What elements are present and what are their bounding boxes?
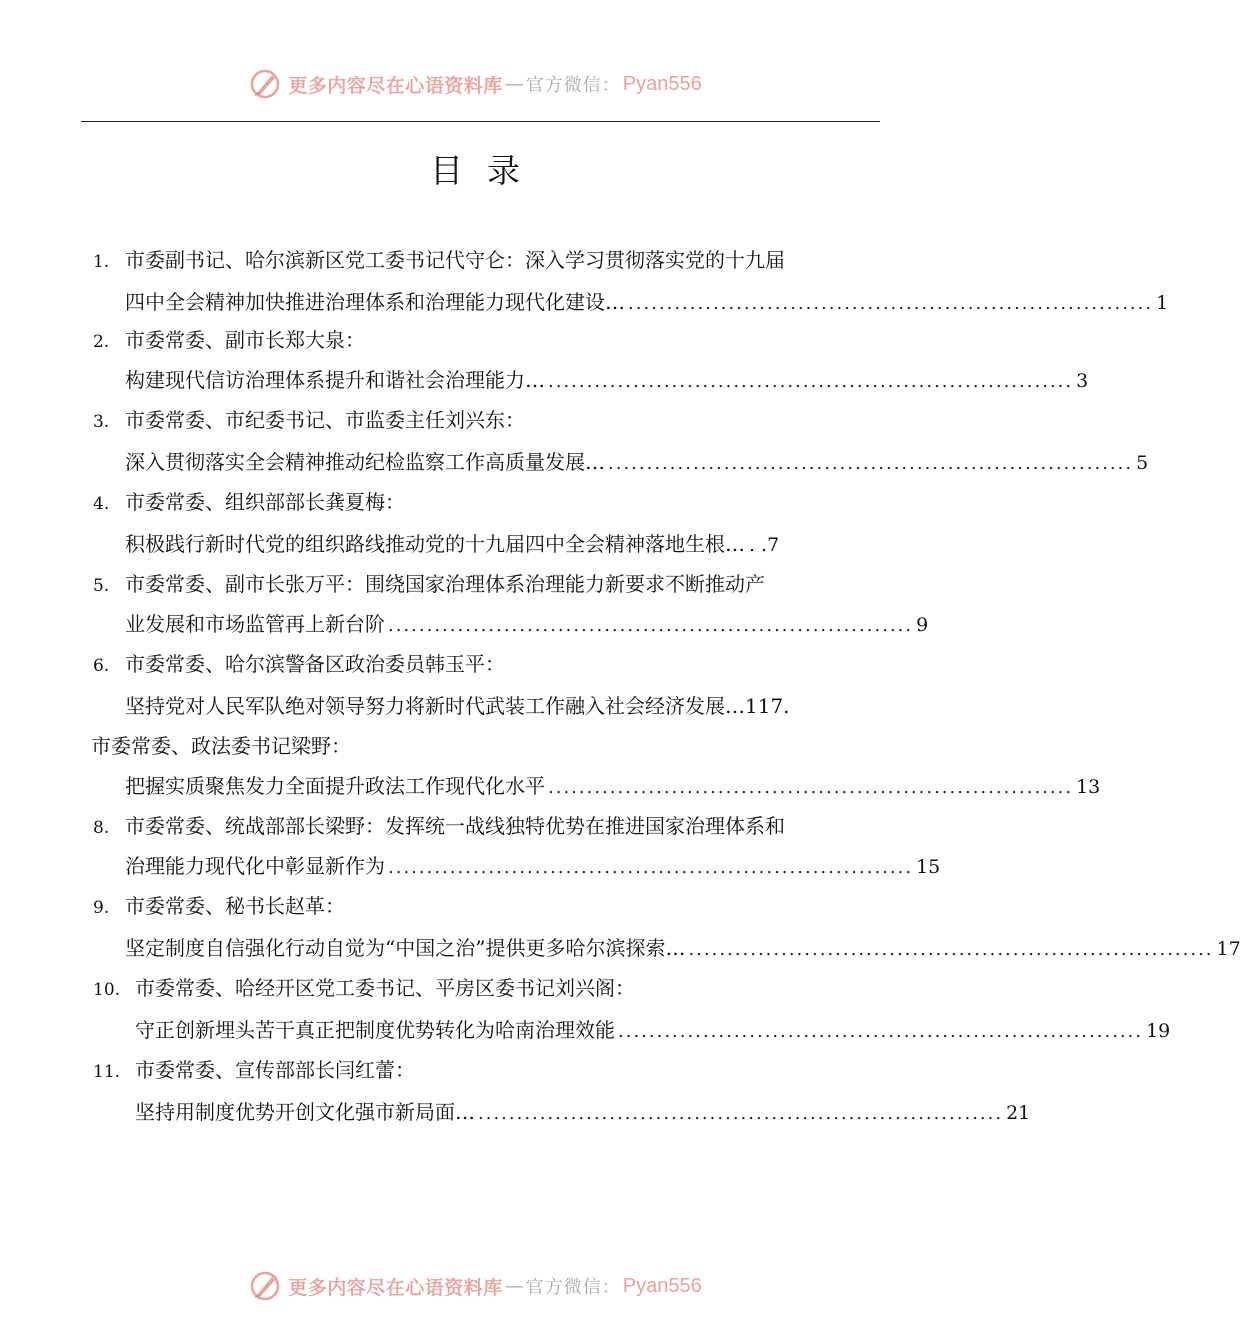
toc-leader-dots: .................................................................... <box>548 371 1074 392</box>
toc-leader-dots: .................................................................... <box>688 939 1214 960</box>
toc-entry-5-line-1 <box>93 564 863 604</box>
header-watermark <box>0 64 950 104</box>
toc-entry-3-line-2[interactable] <box>125 442 1149 482</box>
toc-entry-heading: 市委常委、副市长张万平：围绕国家治理体系治理能力新要求不断推动产 <box>125 572 765 596</box>
footer-watermark <box>0 1266 950 1306</box>
toc-page-number: 13 <box>1076 776 1101 798</box>
toc-entry-heading: 市委常委、副市长郑大泉： <box>125 328 365 352</box>
toc-entry-3-line-1 <box>93 400 863 440</box>
toc-leader-dots: .................................................................... <box>388 615 914 636</box>
toc-entry-11-line-1 <box>93 1050 863 1090</box>
toc-entry-1-line-1 <box>93 240 863 280</box>
toc-leader-dots: .................................................................... <box>478 1103 1004 1124</box>
toc-entry-number: 8. <box>93 818 110 838</box>
toc-entry-number: 2. <box>93 332 110 352</box>
toc-entry-heading: 市委常委、秘书长赵革： <box>125 894 345 918</box>
toc-page-number: 9 <box>916 614 929 636</box>
toc-entry-title: 积极践行新时代党的组织路线推动党的十九届四中全会精神落地生根… <box>125 532 745 556</box>
toc-entry-title: 坚持用制度优势开创文化强市新局面… <box>135 1100 475 1124</box>
toc-entry-heading: 市委常委、政法委书记梁野： <box>91 734 351 758</box>
toc-entry-title: 坚定制度自信强化行动自觉为“中国之治”提供更多哈尔滨探索… <box>125 936 686 960</box>
toc-entry-heading: 市委常委、统战部部长梁野：发挥统一战线独特优势在推进国家治理体系和 <box>125 814 785 838</box>
toc-entry-title: 业发展和市场监管再上新台阶 <box>125 612 385 636</box>
toc-leader-dots: .................................................................... <box>388 857 914 878</box>
toc-entry-title: 深入贯彻落实全会精神推动纪检监察工作高质量发展… <box>125 450 605 474</box>
toc-entry-8-line-1 <box>93 806 863 846</box>
watermark-main-text: 更多内容尽在心语资料库 <box>288 1276 503 1299</box>
toc-entry-4-line-1 <box>93 482 863 522</box>
toc-entry-heading: 市委常委、哈经开区党工委书记、平房区委书记刘兴阁： <box>135 976 635 1000</box>
toc-leader-dots: .................................................................... <box>628 293 1154 314</box>
toc-entry-number: 5. <box>93 576 110 596</box>
pen-logo-icon <box>248 67 282 101</box>
toc-entry-heading: 市委常委、宣传部部长闫红蕾： <box>135 1058 415 1082</box>
watermark-separator: — <box>504 73 524 95</box>
toc-entry-title: 四中全会精神加快推进治理体系和治理能力现代化建设… <box>125 290 625 314</box>
toc-entry-5-line-2[interactable] <box>125 604 929 644</box>
toc-entry-heading: 市委常委、市纪委书记、市监委主任刘兴东： <box>125 408 525 432</box>
toc-entry-title: 把握实质聚焦发力全面提升政法工作现代化水平 <box>125 774 545 798</box>
toc-entry-1-line-2[interactable] <box>125 282 1169 322</box>
toc-entry-7-line-1 <box>91 726 861 766</box>
watermark-sub-text: 官方微信： <box>525 75 621 96</box>
toc-entry-2-line-1 <box>93 320 863 360</box>
toc-page-number: 3 <box>1076 370 1089 392</box>
pen-logo-icon <box>248 1269 282 1303</box>
toc-entry-2-line-2[interactable] <box>125 360 1089 400</box>
header-rule <box>81 121 880 122</box>
toc-entry-4-line-2[interactable] <box>125 524 863 564</box>
toc-entry-8-line-2[interactable] <box>125 846 941 886</box>
toc-entry-title: 守正创新埋头苦干真正把制度优势转化为哈南治理效能 <box>135 1018 615 1042</box>
toc-entry-heading: 市委常委、哈尔滨警备区政治委员韩玉平： <box>125 652 505 676</box>
toc-leader-dots: .................................................................... <box>608 453 1134 474</box>
toc-entry-heading: 市委副书记、哈尔滨新区党工委书记代守仑：深入学习贯彻落实党的十九届 <box>125 248 785 272</box>
toc-entry-9-line-2[interactable] <box>125 928 1241 968</box>
toc-page-number: 1 <box>1156 292 1169 314</box>
toc-page-number: 15 <box>916 856 941 878</box>
toc-page-number: 19 <box>1146 1020 1171 1042</box>
toc-entry-number: 10. <box>93 980 121 1000</box>
watermark-wechat-id: Pyan556 <box>622 1274 702 1297</box>
toc-leader-dots: .................................................................... <box>548 777 1074 798</box>
toc-leader-dots: .................................................................... <box>618 1021 1144 1042</box>
toc-entry-heading: 市委常委、组织部部长龚夏梅： <box>125 490 405 514</box>
toc-entry-11-line-2[interactable] <box>135 1092 1031 1132</box>
toc-entry-title: 治理能力现代化中彰显新作为 <box>125 854 385 878</box>
toc-entry-number: 9. <box>93 898 110 918</box>
watermark-wechat-id: Pyan556 <box>622 72 702 95</box>
toc-page-number: 5 <box>1136 452 1149 474</box>
toc-entry-number: 4. <box>93 494 110 514</box>
toc-entry-10-line-1 <box>93 968 863 1008</box>
toc-entry-9-line-1 <box>93 886 863 926</box>
watermark-sub-text: 官方微信： <box>525 1277 621 1298</box>
toc-entry-number: 1. <box>93 252 110 272</box>
toc-entry-number: 3. <box>93 412 110 432</box>
toc-entry-10-line-2[interactable] <box>135 1010 1171 1050</box>
toc-entry-title: 坚持党对人民军队绝对领导努力将新时代武装工作融入社会经济发展…117. <box>125 694 790 718</box>
toc-page-number: 21 <box>1006 1102 1031 1124</box>
watermark-separator: — <box>504 1275 524 1297</box>
watermark-main-text: 更多内容尽在心语资料库 <box>288 74 503 97</box>
toc-page-number: . .7 <box>749 534 780 556</box>
page-title: 目录 <box>430 151 544 190</box>
toc-page-number: 17 <box>1216 938 1241 960</box>
toc-entry-7-line-2[interactable] <box>125 766 1101 806</box>
toc-entry-6-line-1 <box>93 644 863 684</box>
toc-entry-number: 11. <box>93 1062 121 1082</box>
toc-entry-title: 构建现代信访治理体系提升和谐社会治理能力… <box>125 368 545 392</box>
toc-entry-number: 6. <box>93 656 110 676</box>
toc-entry-6-line-2[interactable] <box>125 686 865 726</box>
